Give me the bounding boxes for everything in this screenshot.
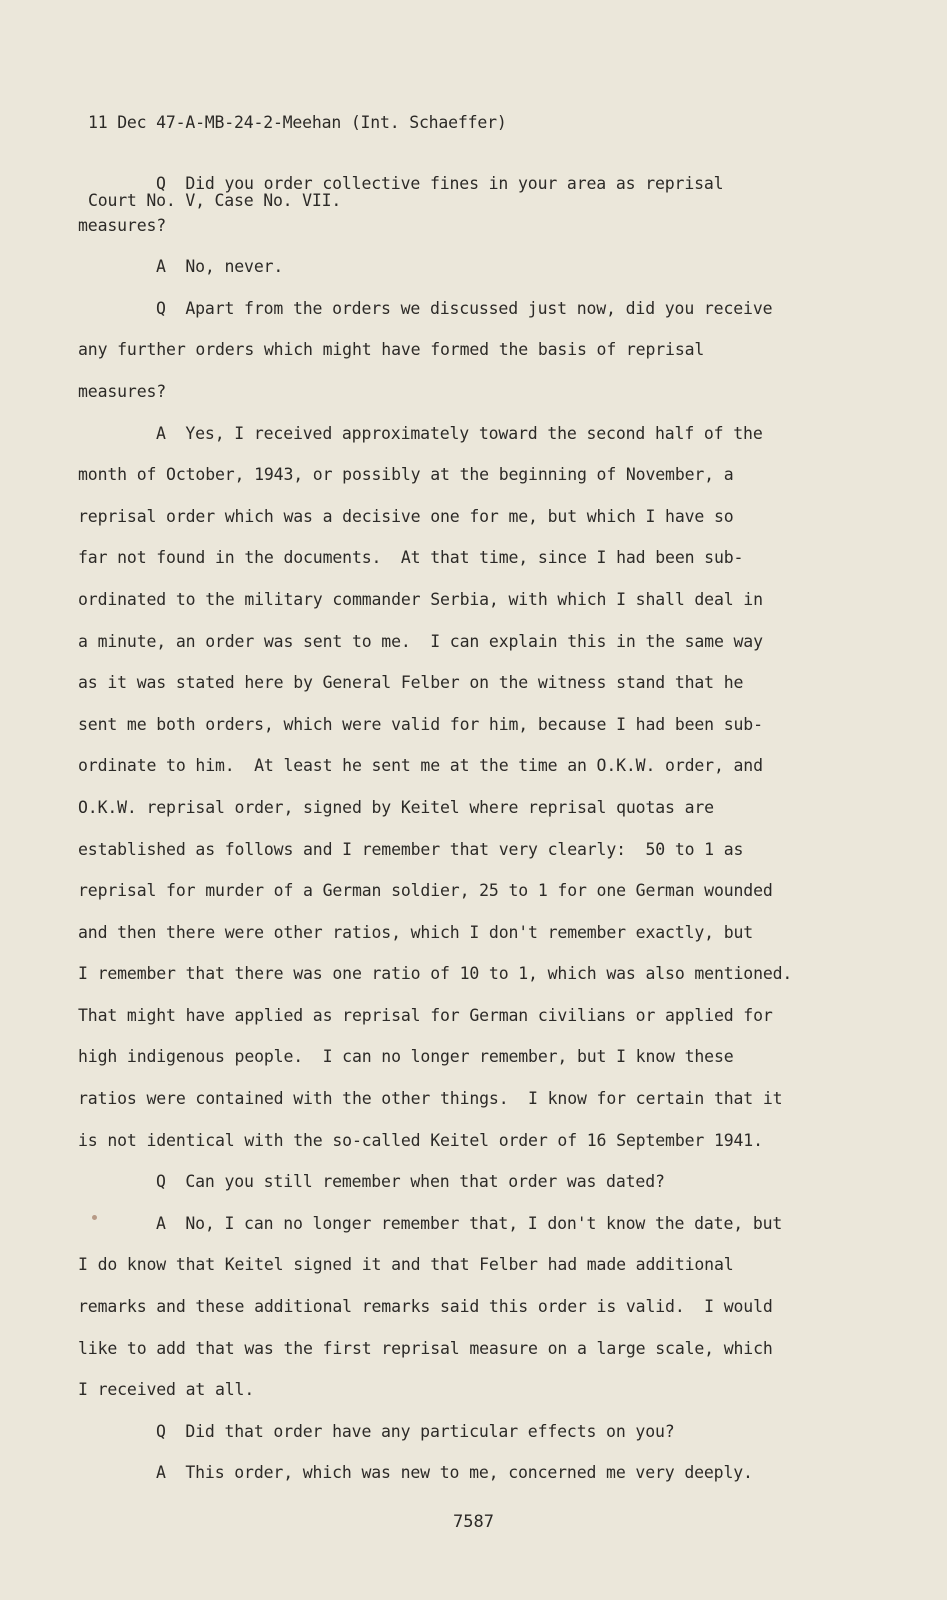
transcript-answer — [78, 1452, 818, 1494]
text-line: A This order, which was new to me, concerned me very deeply. — [156, 1463, 753, 1483]
transcript-question — [78, 1161, 818, 1203]
text-line: remarks and these additional remarks said this order is valid. I would — [78, 1297, 773, 1317]
text-line: reprisal order which was a decisive one for me, but which I have so — [78, 506, 734, 526]
text-line: any further orders which might have formed the basis of reprisal — [78, 340, 705, 360]
text-line: ratios were contained with the other things. I know for certain that it — [78, 1089, 783, 1109]
text-line: measures? — [78, 381, 167, 401]
text-line: O.K.W. reprisal order, signed by Keitel where reprisal quotas are — [78, 797, 714, 817]
text-line: measures? — [78, 215, 167, 235]
text-line: I do know that Keitel signed it and that Felber had made additional — [78, 1255, 734, 1275]
transcript-answer — [78, 1203, 818, 1411]
text-line: a minute, an order was sent to me. I can explain this in the same way — [78, 631, 763, 651]
header-court-line: Court No. V, Case No. VII. — [88, 191, 342, 210]
text-line: is not identical with the so-called Keitel order of 16 September 1941. — [78, 1130, 763, 1150]
text-line: high indigenous people. I can no longer remember, but I know these — [78, 1047, 734, 1067]
ink-speck — [92, 1215, 97, 1220]
text-line: Q Did you order collective fines in your area as reprisal — [156, 174, 724, 193]
transcript-question — [78, 288, 818, 413]
transcript-body — [78, 163, 818, 1494]
text-line: Q Can you still remember when that order was dated? — [156, 1172, 665, 1192]
text-line: reprisal for murder of a German soldier, 25 to 1 for one German wounded — [78, 881, 773, 901]
text-line: A Yes, I received approximately toward the second half of the — [156, 423, 763, 443]
transcript-answer — [78, 246, 818, 288]
text-line: Q Did that order have any particular effects on you? — [156, 1421, 675, 1441]
transcript-question — [78, 1411, 818, 1453]
text-line: I remember that there was one ratio of 10 to 1, which was also mentioned. — [78, 964, 793, 984]
text-line: far not found in the documents. At that time, since I had been sub- — [78, 548, 744, 568]
text-line: month of October, 1943, or possibly at the beginning of November, a — [78, 465, 734, 485]
text-line: Q Apart from the orders we discussed just now, did you receive — [156, 298, 773, 318]
text-line: established as follows and I remember that very clearly: 50 to 1 as — [78, 839, 744, 859]
text-line: and then there were other ratios, which I don't remember exactly, but — [78, 922, 754, 942]
text-line: as it was stated here by General Felber on the witness stand that he — [78, 673, 744, 693]
header-reference-line: 11 Dec 47-A-MB-24-2-Meehan (Int. Schaeffer) — [88, 113, 507, 132]
text-line: sent me both orders, which were valid for him, because I had been sub- — [78, 714, 763, 734]
text-line: I received at all. — [78, 1380, 255, 1400]
text-line: ordinated to the military commander Serbia, with which I shall deal in — [78, 589, 763, 609]
text-line: ordinate to him. At least he sent me at the time an O.K.W. order, and — [78, 756, 763, 776]
page-number: 7587 — [453, 1512, 494, 1532]
transcript-answer — [78, 413, 818, 1162]
text-line: like to add that was the first reprisal measure on a large scale, which — [78, 1338, 773, 1358]
text-line: A No, I can no longer remember that, I don't know the date, but — [156, 1213, 783, 1233]
text-line: A No, never. — [156, 257, 284, 277]
text-line: That might have applied as reprisal for German civilians or applied for — [78, 1005, 773, 1025]
transcript-question — [78, 163, 818, 246]
